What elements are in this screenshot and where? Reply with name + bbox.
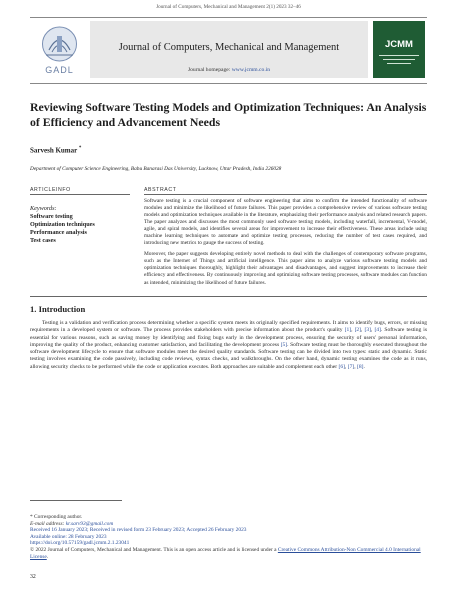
jcmm-emblem-icon [377,52,421,66]
keyword-item: Performance analysis [30,229,87,236]
citation-link[interactable]: [6] [338,363,345,370]
article-info-rule [30,194,130,195]
citation-link[interactable]: [3] [364,327,371,334]
introduction-heading: 1. Introduction [30,304,86,314]
citation-link[interactable]: [5] [280,341,288,348]
abstract-paragraph-2: Moreover, the paper suggests developing entirely novel methods to deal with the challenges of contemporary software programs, such as the Internet of Things and artificial intelligence. This paper aims to analyze various software testing models and optimization techniques thoroughly, highlight their advantages and disadvantages, and suggest improvements to increase their efficiency and effectiveness. By continuously improving and optimizing software testing processes, software modules can function as intended, minimizing the likelihood of future failures. [144,251,427,286]
received-dates: Received 16 January 2023; Received in revised form 23 February 2023; Accepted 26 February 2023 [30,527,247,534]
keyword-item: Test cases [30,237,56,244]
keyword-item: Software testing [30,213,73,220]
license-suffix: . [46,553,49,560]
author-name [30,146,81,154]
license-prefix: © 2022 Journal of Computers, Mechanical and Management. This is an open access article and is licensed under a [30,546,278,553]
keywords-block [30,205,128,245]
page-number: 32 [30,574,36,580]
abstract-rule [144,194,427,195]
article-title: Reviewing Software Testing Models and Optimization Techniques: An Analysis of Efficiency and Advancement Needs [30,100,427,129]
author-mark: * [78,146,82,151]
journal-banner [30,17,427,84]
jcmm-logo [373,21,425,78]
citation-link[interactable]: [1] [344,327,352,334]
doi-link[interactable]: https://doi.org/10.57159/gadl.jcmm.2.1.23041 [30,540,130,547]
intro-text-separator: , [351,327,355,334]
keywords-label: Keywords: [30,205,57,212]
email-link[interactable]: kr.sarv93@gmail.com [65,520,114,527]
abstract-body [144,198,427,291]
intro-text-separator: , [354,363,358,370]
intro-text-segment: . Software testing is essential for various reasons, such as saving money by identifying and fixing bugs early in the development process, ensuring the security of users' personal information, improving the quality of the product, enhancing customer satisfaction, and facilitating the development process [30,327,428,348]
intro-text-segment: . Software testing must be thoroughly executed throughout the software development lifecycle to ensure that software modules meet the desired quality standards. Software testing can be divided into two types: static and dynamic. Static testing involves examining the code passively, including code reviews, syntax checks, and walkthroughs. On the other hand, dynamic testing examines the code as it runs, allowing security checks to be performed while the code or application executes. Both approaches are suitable and complement each other [30,341,427,370]
abstract-paragraph-1: Software testing is a crucial component of software engineering that aims to confirm the intended functionality of software modules and minimize the likelihood of future failures. This paper provides a comprehensive review of various software testing models and optimization techniques available in the literature, emphasizing their performance analysis and related research papers. The paper analyzes and discusses the most commonly used software testing models, including waterfall, incremental, V-model, agile, and spiral models, and identifies several areas for improvement to increase their effectiveness. These areas include using machine learning techniques to automate and optimize testing processes, reducing the number of test cases required, and introducing new metrics to gauge the success of testing. [144,198,427,247]
author-name-text: Sarvesh Kumar [30,146,78,155]
abstract-bottom-rule [30,296,427,297]
running-head: Journal of Computers, Mechanical and Management 2(1) 2023 32–46 [156,4,301,10]
footnotes-block [30,514,427,560]
intro-text-segment: Testing is a validation and verification process determining whether a specific system meets its originally specified requirements. It aims to identify bugs, errors, or missing requirements in a developed system or software. The process provides stakeholders with precise information about the product's quality [30,320,427,334]
abstract-heading: ABSTRACT [144,187,177,193]
intro-text-separator: , [361,327,365,334]
corresponding-author-note: * Corresponding author. [30,514,83,520]
journal-homepage [90,67,368,73]
citation-link[interactable]: [8] [357,363,364,370]
license-link[interactable]: Creative Commons Attribution-Non Commercial 4.0 International License [30,546,421,560]
license-note [30,547,427,560]
email-label: E-mail address: [30,520,65,527]
homepage-label: Journal homepage: [187,67,231,73]
keyword-item: Optimization techniques [30,221,95,228]
gadl-logo-text: GADL [45,65,74,75]
introduction-body [30,320,427,371]
journal-title-box [90,21,368,78]
jcmm-logo-text: JCMM [385,39,413,50]
citation-link[interactable]: [4] [374,327,381,334]
citation-link[interactable]: [7] [347,363,355,370]
journal-title: Journal of Computers, Mechanical and Management [118,42,340,53]
intro-text-separator: , [370,327,375,334]
introduction-paragraph [30,320,427,371]
citation-link[interactable]: [2] [354,327,362,334]
author-affiliation: Department of Computer Science Engineering, Babu Banarasi Das University, Lucknow, Uttar Pradesh, India 226028 [30,166,282,172]
footnote-rule [30,500,122,501]
intro-text-separator: , [344,363,348,370]
intro-text-segment: . [363,363,365,370]
available-online: Available online: 28 February 2023 [30,533,107,540]
article-info-heading: ARTICLEINFO [30,187,71,193]
homepage-link[interactable]: www.jcmm.co.in [231,67,271,73]
